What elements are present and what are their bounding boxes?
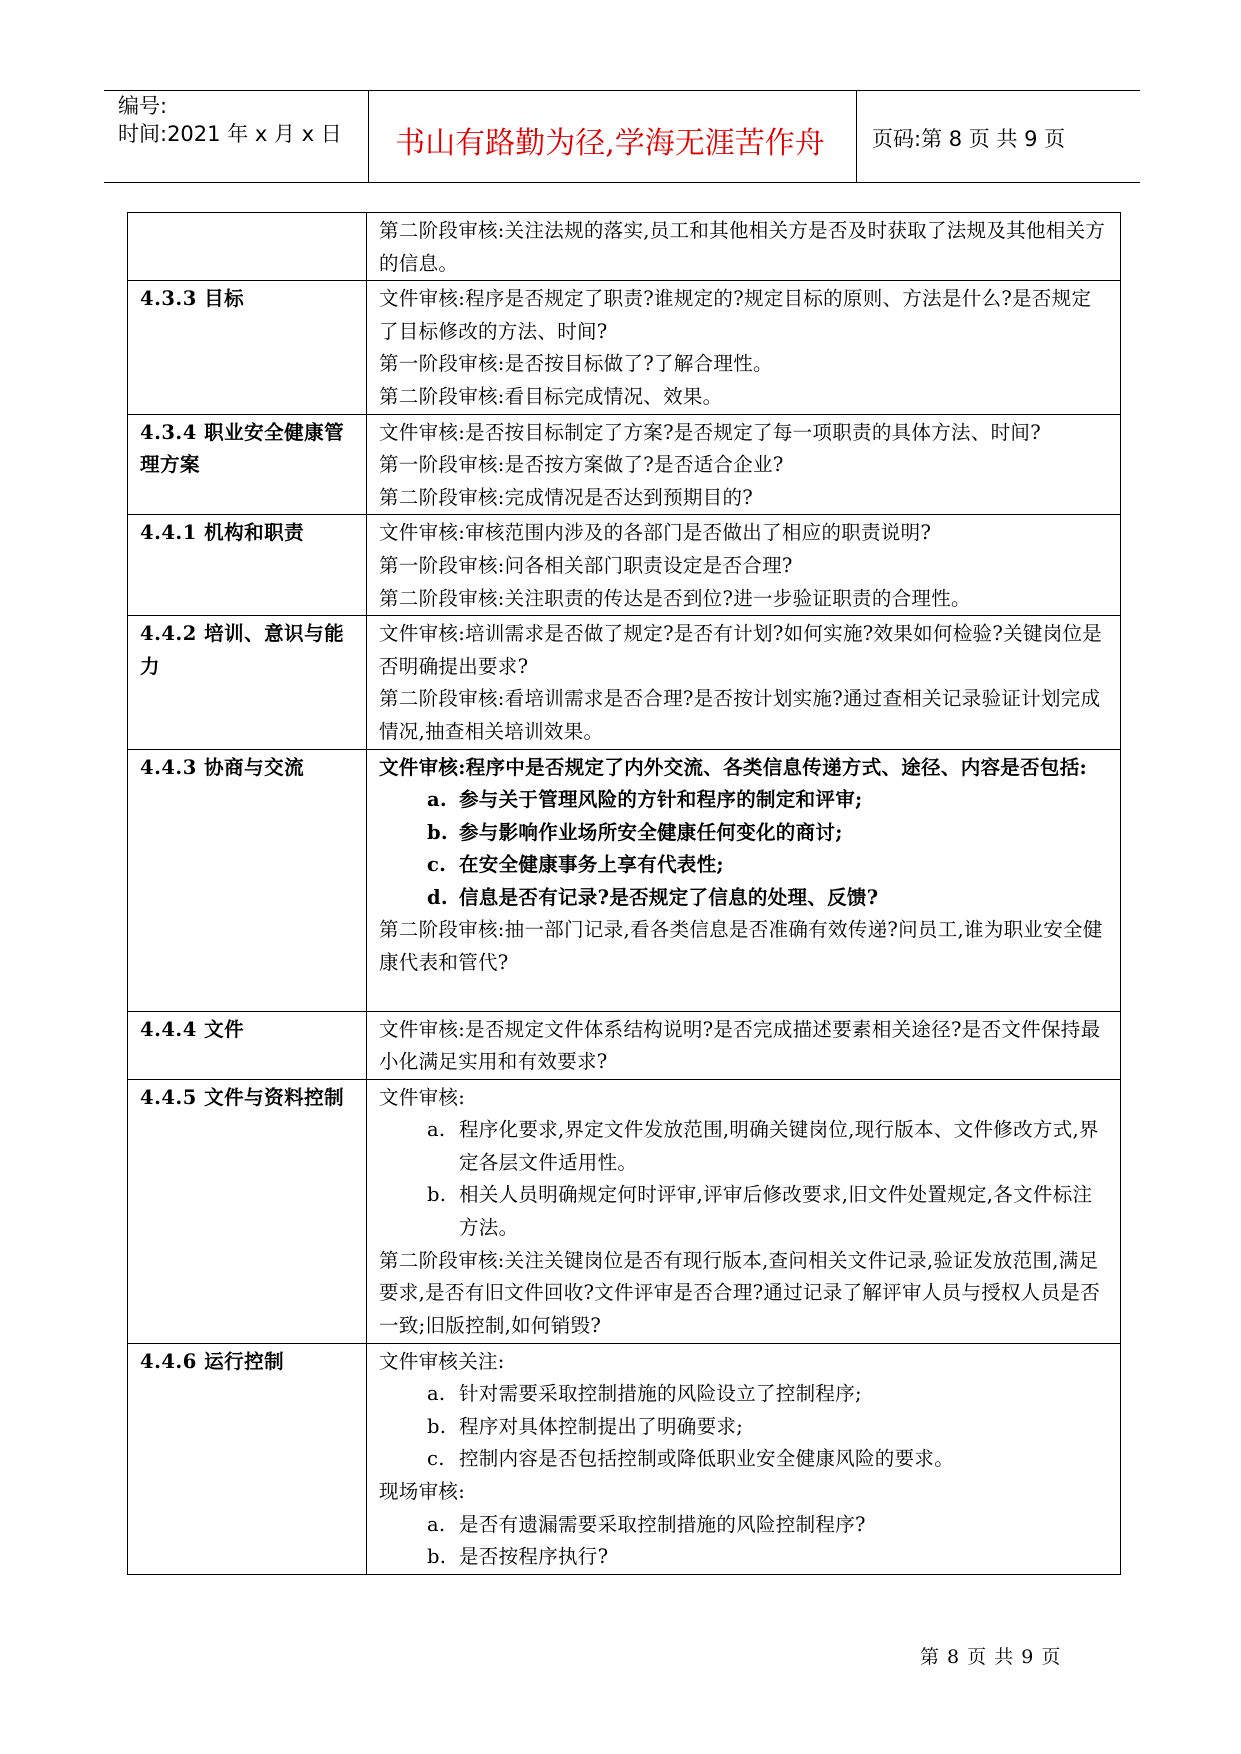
list-item bbox=[379, 1541, 1110, 1574]
audit-table bbox=[127, 212, 1121, 1575]
header-divider-right bbox=[856, 90, 857, 182]
list-marker: a. bbox=[427, 1382, 446, 1406]
audit-paragraph: 文件审核: bbox=[379, 1085, 466, 1109]
audit-content-cell bbox=[367, 616, 1121, 749]
table-row bbox=[128, 213, 1121, 281]
header-divider-left bbox=[368, 90, 369, 182]
audit-paragraph: 文件审核:程序是否规定了职责?谁规定的?规定目标的原则、方法是什么?是否规定了目标修改的方法、时间? bbox=[379, 287, 1092, 343]
list-text: 参与影响作业场所安全健康任何变化的商讨; bbox=[459, 820, 843, 844]
clause-cell: 4.4.6 运行控制 bbox=[128, 1343, 367, 1574]
header-page-info: 页码:第 8 页 共 9 页 bbox=[872, 127, 1066, 151]
audit-paragraph: 第二阶段审核:抽一部门记录,看各类信息是否准确有效传递?问员工,谁为职业安全健康代表和管代? bbox=[379, 918, 1103, 975]
audit-paragraph: 文件审核关注: bbox=[379, 1349, 505, 1373]
audit-paragraph: 现场审核: bbox=[379, 1480, 466, 1504]
audit-paragraph: 第二阶段审核:关注职责的传达是否到位?进一步验证职责的合理性。 bbox=[379, 586, 971, 610]
list-marker: d. bbox=[427, 885, 449, 909]
list-marker: a. bbox=[427, 1118, 446, 1142]
table-row bbox=[128, 515, 1121, 616]
clause-cell bbox=[128, 213, 367, 281]
list-text: 针对需要采取控制措施的风险设立了控制程序; bbox=[459, 1382, 862, 1406]
table-row bbox=[128, 414, 1121, 515]
list-marker: b. bbox=[427, 1414, 447, 1438]
table-row bbox=[128, 749, 1121, 1011]
audit-paragraph: 第二阶段审核:完成情况是否达到预期目的? bbox=[379, 485, 754, 509]
list-text: 是否有遗漏需要采取控制措施的风险控制程序? bbox=[459, 1512, 866, 1536]
clause-cell: 4.3.4 职业安全健康管理方案 bbox=[128, 414, 367, 515]
list-marker: c. bbox=[427, 1447, 445, 1471]
header-motto: 书山有路勤为径,学海无涯苦作舟 bbox=[395, 126, 825, 161]
list-item bbox=[379, 1179, 1110, 1244]
list-item bbox=[379, 1411, 1110, 1444]
audit-paragraph: 第二阶段审核:关注关键岗位是否有现行版本,查问相关文件记录,验证发放范围,满足要求,是否有旧文件回收?文件评审是否合理?通过记录了解评审人员与授权人员是否一致;旧版控制,如何销毁? bbox=[379, 1248, 1101, 1337]
list-text: 是否按程序执行? bbox=[459, 1545, 609, 1569]
audit-content-cell bbox=[367, 281, 1121, 414]
doc-time-label: 时间:2021 年 x 月 x 日 bbox=[118, 122, 342, 146]
list-text: 参与关于管理风险的方针和程序的制定和评审; bbox=[459, 788, 863, 812]
table-row bbox=[128, 1343, 1121, 1574]
list-item bbox=[379, 1114, 1110, 1179]
list-marker: b. bbox=[427, 820, 449, 844]
clause-cell: 4.4.4 文件 bbox=[128, 1011, 367, 1079]
audit-paragraph: 第二阶段审核:看培训需求是否合理?是否按计划实施?通过查相关记录验证计划完成情况,抽查相关培训效果。 bbox=[379, 687, 1101, 743]
table-row bbox=[128, 616, 1121, 749]
doc-number-label: 编号: bbox=[118, 94, 168, 118]
audit-paragraph: 文件审核:程序中是否规定了内外交流、各类信息传递方式、途径、内容是否包括: bbox=[379, 755, 1087, 779]
list-marker: a. bbox=[427, 788, 448, 812]
list-marker: b. bbox=[427, 1545, 447, 1569]
audit-paragraph: 文件审核:培训需求是否做了规定?是否有计划?如何实施?效果如何检验?关键岗位是否明确提出要求? bbox=[379, 622, 1103, 678]
audit-content-cell bbox=[367, 1079, 1121, 1343]
audit-content-cell bbox=[367, 515, 1121, 616]
clause-cell: 4.4.1 机构和职责 bbox=[128, 515, 367, 616]
clause-cell: 4.4.3 协商与交流 bbox=[128, 749, 367, 1011]
table-row bbox=[128, 1079, 1121, 1343]
audit-content-cell bbox=[367, 1011, 1121, 1079]
audit-paragraph: 文件审核:审核范围内涉及的各部门是否做出了相应的职责说明? bbox=[379, 521, 932, 545]
audit-paragraph: 第一阶段审核:问各相关部门职责设定是否合理? bbox=[379, 553, 793, 577]
list-text: 程序对具体控制提出了明确要求; bbox=[459, 1414, 744, 1438]
list-text: 在安全健康事务上享有代表性; bbox=[459, 853, 724, 877]
audit-content-cell bbox=[367, 1343, 1121, 1574]
header-top-rule bbox=[104, 90, 1140, 91]
list-text: 程序化要求,界定文件发放范围,明确关键岗位,现行版本、文件修改方式,界定各层文件适用性。 bbox=[459, 1118, 1099, 1174]
audit-paragraph: 文件审核:是否规定文件体系结构说明?是否完成描述要素相关途径?是否文件保持最小化满足实用和有效要求? bbox=[379, 1017, 1101, 1074]
list-text: 相关人员明确规定何时评审,评审后修改要求,旧文件处置规定,各文件标注方法。 bbox=[459, 1183, 1093, 1240]
audit-content-cell bbox=[367, 414, 1121, 515]
header-meta bbox=[118, 92, 342, 148]
header-bottom-rule bbox=[104, 182, 1140, 183]
list-item bbox=[379, 1509, 1110, 1542]
list-item bbox=[379, 882, 1110, 915]
clause-cell: 4.4.2 培训、意识与能力 bbox=[128, 616, 367, 749]
list-text: 控制内容是否包括控制或降低职业安全健康风险的要求。 bbox=[459, 1447, 955, 1471]
clause-cell: 4.4.5 文件与资料控制 bbox=[128, 1079, 367, 1343]
audit-paragraph: 第二阶段审核:看目标完成情况、效果。 bbox=[379, 384, 723, 408]
audit-paragraph: 第一阶段审核:是否按方案做了?是否适合企业? bbox=[379, 453, 784, 477]
list-item bbox=[379, 1443, 1110, 1476]
list-item bbox=[379, 817, 1110, 850]
audit-paragraph: 文件审核:是否按目标制定了方案?是否规定了每一项职责的具体方法、时间? bbox=[379, 420, 1041, 444]
list-marker: a. bbox=[427, 1512, 446, 1536]
audit-paragraph: 第二阶段审核:关注法规的落实,员工和其他相关方是否及时获取了法规及其他相关方的信息。 bbox=[379, 219, 1106, 275]
page-footer: 第 8 页 共 9 页 bbox=[920, 1646, 1062, 1668]
list-item bbox=[379, 849, 1110, 882]
list-marker: c. bbox=[427, 853, 447, 877]
audit-content-cell bbox=[367, 213, 1121, 281]
list-item bbox=[379, 1378, 1110, 1411]
table-row bbox=[128, 281, 1121, 414]
audit-paragraph: 第一阶段审核:是否按目标做了?了解合理性。 bbox=[379, 352, 773, 376]
clause-cell: 4.3.3 目标 bbox=[128, 281, 367, 414]
list-item bbox=[379, 784, 1110, 817]
list-text: 信息是否有记录?是否规定了信息的处理、反馈? bbox=[459, 885, 879, 909]
list-marker: b. bbox=[427, 1183, 447, 1207]
table-row bbox=[128, 1011, 1121, 1079]
audit-content-cell bbox=[367, 749, 1121, 1011]
